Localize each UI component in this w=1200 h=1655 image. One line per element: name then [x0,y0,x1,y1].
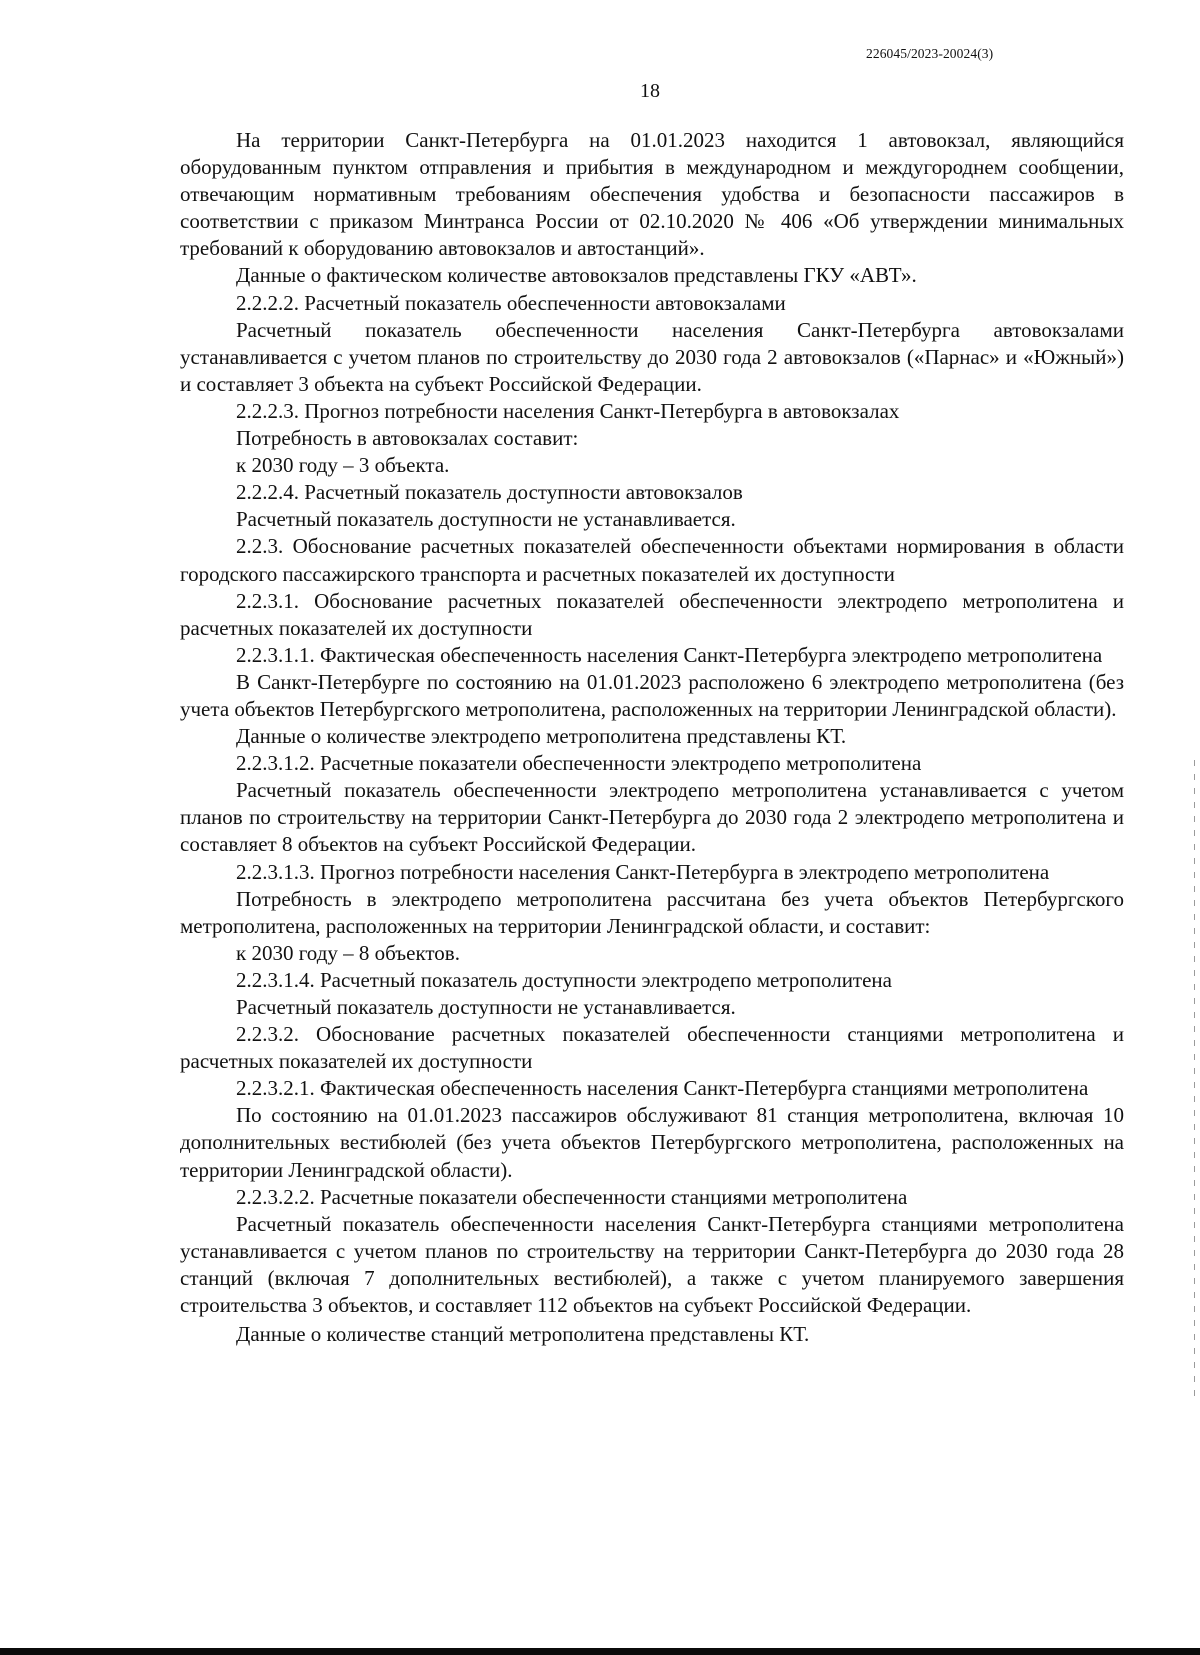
paragraph: Потребность в автовокзалах составит: [236,426,579,451]
paragraph: Расчетный показатель обеспеченности населения Санкт-Петербурга автовокзалами устанавливается с учетом планов по строительству до 2030 года 2 автовокзалов («Парнас» и «Южный») и составляет 3 объекта на субъект Российской Федерации. [180,317,1124,396]
section-heading: 2.2.3.1.4. Расчетный показатель доступности электродепо метрополитена [236,967,892,992]
page-number: 18 [640,80,660,102]
section-heading: 2.2.2.3. Прогноз потребности населения Санкт-Петербурга в автовокзалах [236,398,900,423]
section-heading: 2.2.2.2. Расчетный показатель обеспеченности автовокзалами [236,290,786,315]
section-heading: 2.2.3.2.2. Расчетные показатели обеспеченности станциями метрополитена [236,1184,908,1209]
paragraph: Расчетный показатель обеспеченности населения Санкт-Петербурга станциями метрополитена устанавливается с учетом планов по строительству на территории Санкт-Петербурга до 2030 года 28 станций (включая 7 дополнительных вестибюлей), а также с учетом планируемого завершения строительства 3 объектов, и составляет 112 объектов на субъект Российской Федерации. [180,1211,1124,1318]
section-heading: 2.2.3.2. Обоснование расчетных показателей обеспеченности станциями метрополитена и расчетных показателей их доступности [180,1022,1124,1074]
section-heading: 2.2.3.1.3. Прогноз потребности населения Санкт-Петербурга в электродепо метрополитена [236,859,1050,884]
document-number: 226045/2023-20024(3) [866,46,994,61]
document-body [180,127,1124,1348]
section-heading: 2.2.3.1. Обоснование расчетных показателей обеспеченности электродепо метрополитена и расчетных показателей их доступности [180,588,1124,640]
section-heading: 2.2.3.1.1. Фактическая обеспеченность населения Санкт-Петербурга электродепо метрополитена [236,642,1103,667]
paragraph: Расчетный показатель доступности не устанавливается. [236,507,736,532]
paragraph: На территории Санкт-Петербурга на 01.01.2023 находится 1 автовокзал, являющийся оборудованным пунктом отправления и прибытия в международном и междугороднем сообщении, отвечающим нормативным требованиям обеспечения удобства и безопасности пассажиров в соответствии с приказом Минтранса России от 02.10.2020 № 406 «Об утверждении минимальных требований к оборудованию автовокзалов и автостанций». [180,128,1124,261]
section-heading: 2.2.3.1.2. Расчетные показатели обеспеченности электродепо метрополитена [236,751,922,776]
scan-margin-artifact [1194,760,1195,1400]
paragraph: Потребность в электродепо метрополитена рассчитана без учета объектов Петербургского метрополитена, расположенных на территории Ленинградской области, и составит: [180,886,1124,938]
paragraph: По состоянию на 01.01.2023 пассажиров обслуживают 81 станция метрополитена, включая 10 дополнительных вестибюлей (без учета объектов Петербургского метрополитена, расположенных на территории Ленинградской области). [180,1103,1124,1182]
paragraph: к 2030 году – 3 объекта. [236,453,450,478]
paragraph: Данные о количестве электродепо метрополитена представлены КТ. [236,724,847,749]
paragraph: Расчетный показатель доступности не устанавливается. [236,995,736,1019]
paragraph: Расчетный показатель обеспеченности электродепо метрополитена устанавливается с учетом планов по строительству на территории Санкт-Петербурга до 2030 года 2 электродепо метрополитена и составляет 8 объектов на субъект Российской Федерации. [180,778,1124,857]
paragraph: к 2030 году – 8 объектов. [236,940,460,965]
paragraph: Данные о количестве станций метрополитена представлены КТ. [236,1322,810,1347]
scan-bottom-edge [0,1648,1200,1655]
section-heading: 2.2.3.2.1. Фактическая обеспеченность населения Санкт-Петербурга станциями метрополитена [236,1076,1089,1101]
section-heading: 2.2.3. Обоснование расчетных показателей обеспеченности объектами нормирования в области городского пассажирского транспорта и расчетных показателей их доступности [180,534,1124,586]
paragraph: Данные о фактическом количестве автовокзалов представлены ГКУ «АВТ». [236,263,917,288]
section-heading: 2.2.2.4. Расчетный показатель доступности автовокзалов [236,480,743,505]
paragraph: В Санкт-Петербурге по состоянию на 01.01.2023 расположено 6 электродепо метрополитена (без учета объектов Петербургского метрополитена, расположенных на территории Ленинградской области). [180,669,1124,721]
